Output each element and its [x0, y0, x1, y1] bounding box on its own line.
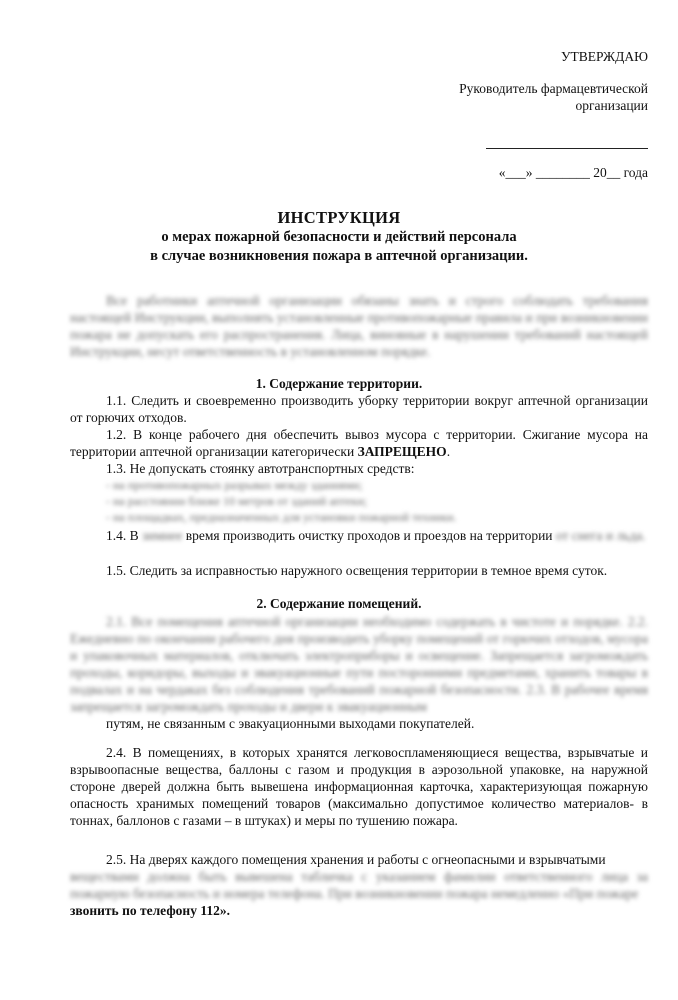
section2-heading: 2. Содержание помещений.: [256, 596, 422, 611]
bullet-item: - на противопожарных разрывах между зданиями;: [106, 478, 363, 492]
para-1-2: [70, 426, 648, 460]
para-1-1: 1.1. Следить и своевременно производить уборку территории вокруг аптечной организации от горючих отходов.: [70, 393, 648, 425]
title-sub1: о мерах пожарной безопасности и действий персонала: [161, 229, 517, 245]
approval-date: «___» ________ 20__ года: [498, 165, 648, 180]
para-1-2-end: .: [446, 444, 451, 459]
para-1-4-blur1: зимнее: [142, 528, 183, 543]
para-2-5: 2.5. На дверях каждого помещения хранения и работы с огнеопасными и взрывчатыми: [106, 852, 606, 867]
bullet-item: - на площадках, предназначенных для установки пожарной техники.: [106, 510, 457, 524]
title-sub2: в случае возникновения пожара в аптечной организации.: [150, 248, 528, 264]
forbidden-text: ЗАПРЕЩЕНО: [357, 444, 447, 459]
section1-heading: 1. Содержание территории.: [255, 376, 423, 391]
para-2-5-end: звонить по телефону 112».: [70, 903, 230, 918]
para-1-2-text: 1.2. В конце рабочего дня обеспечить вывоз мусора с территории. Сжигание мусора на территории аптечной организации категорически: [70, 427, 648, 459]
signature-line: [486, 148, 648, 149]
para-1-4: [70, 527, 648, 561]
approve-label: УТВЕРЖДАЮ: [560, 49, 648, 64]
bullet-item: - на расстоянии ближе 10 метров от зданий аптеки;: [106, 494, 368, 508]
para-1-3: 1.3. Не допускать стоянку автотранспортных средств:: [106, 461, 415, 476]
para-1-4-mid: время производить очистку проходов и проездов на территории: [185, 528, 553, 543]
document-title: [0, 208, 678, 266]
section2-blurred-text: 2.1. Все помещения аптечной организации необходимо содержать в чистоте и порядке. 2.2. Ежедневно по окончании рабочего дня производить уборку помещений от горючих отходов, мусора и упаковочных материалов, отключать электроприборы и освещение. Запрещается загромождать проходы, коридоры, выходы и эвакуационные пути посторонними предметами, хранить товары в подвалах и на чердаках без соблюдения требований пожарной безопасности. 2.3. В рабочее время запрещается загромождать проходы и двери к эвакуационным: [70, 614, 648, 714]
para-2-3-end: путям, не связанным с эвакуационными выходами покупателей.: [106, 716, 475, 731]
para-2-5-blurred: веществами должна быть вывешена табличка с указанием фамилии ответственного лица за пожарную безопасность и номера телефона. При возникновении пожара немедленно «При пожаре: [70, 869, 648, 901]
para-1-4-start: 1.4. В: [106, 528, 139, 543]
approver-title-line2: организации: [575, 98, 648, 113]
para-1-5: 1.5. Следить за исправностью наружного освещения территории в темное время суток.: [106, 563, 608, 578]
title-main: ИНСТРУКЦИЯ: [277, 208, 401, 227]
para-1-4-blur2: от снега и льда.: [555, 528, 646, 543]
intro-paragraph: Все работники аптечной организации обязаны знать и строго соблюдать требования настоящей Инструкции, выполнять установленные противопожарные правила и при возникновении пожара не допускать его распространения. Лица, виновные в нарушении требований настоящей Инструкции, несут ответственность в установленном порядке.: [70, 293, 648, 359]
para-2-4: 2.4. В помещениях, в которых хранятся легковоспламеняющиеся вещества, взрывчатые и взрывоопасные вещества, баллоны с газом и продукция в аэрозольной упаковке, на наружной стороне дверей должна быть вывешена информационная карточка, характеризующая пожарную опасность хранимых помещений товаров (максимально допустимое количество материалов- в тоннах, баллонов с газами – в штуках) и меры по тушению пожара.: [70, 745, 648, 828]
approver-title-line1: Руководитель фармацевтической: [459, 81, 648, 96]
approver-title: [459, 80, 648, 114]
